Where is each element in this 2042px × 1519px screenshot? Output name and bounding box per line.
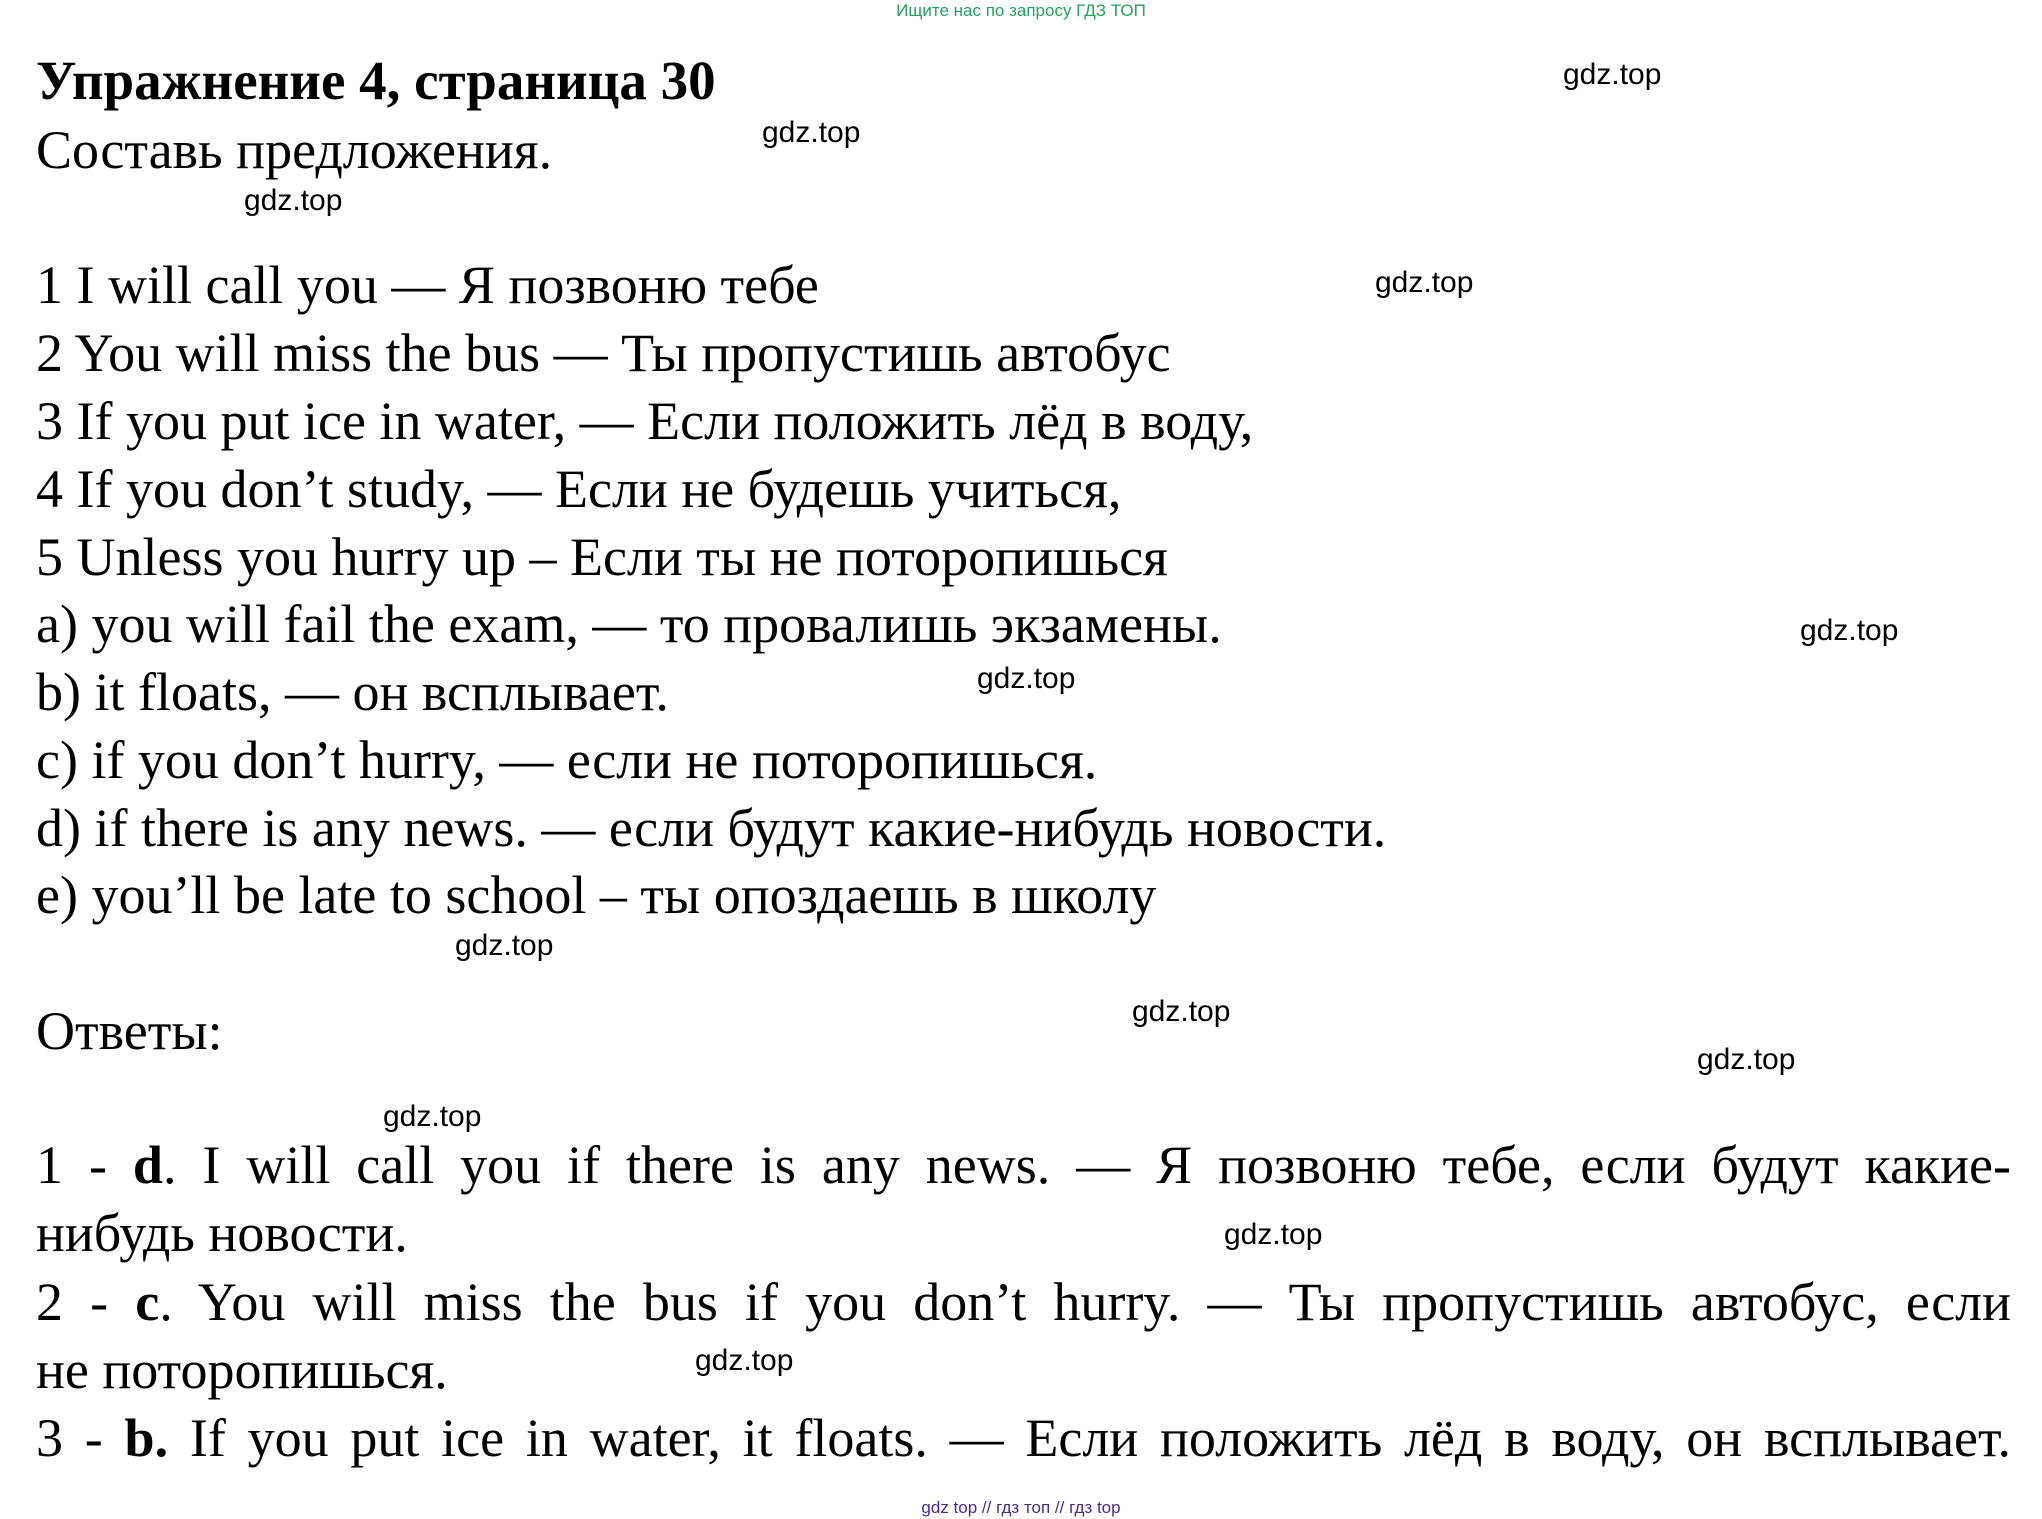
bottom-banner: gdz top // гдз топ // гдз top	[921, 1498, 1121, 1517]
sentence-item: 4 If you don’t study, — Если не будешь учиться,	[36, 459, 1122, 519]
answer-text: . You will miss the bus if you don’t hurry. — Ты пропустишь автобус, если	[159, 1272, 2012, 1332]
sentence-item: a) you will fail the exam, — то провалишь экзамены.	[36, 594, 1222, 654]
sentence-item: d) if there is any news. — если будут какие-нибудь новости.	[36, 798, 1387, 858]
answer-letter: d	[132, 1135, 163, 1195]
sentence-item: 5 Unless you hurry up – Если ты не поторопишься	[36, 527, 1168, 587]
answers-heading: Ответы:	[36, 1001, 223, 1061]
watermark: gdz.top	[455, 929, 554, 962]
watermark: gdz.top	[695, 1344, 794, 1377]
sentence-item: b) it floats, — он всплывает.	[36, 662, 669, 722]
answer-letter: c	[135, 1272, 160, 1332]
watermark: gdz.top	[1800, 614, 1899, 647]
page-title: Упражнение 4, страница 30	[36, 50, 716, 111]
answer-prefix: 2 -	[36, 1272, 136, 1332]
answer-2-line-2: не поторопишься.	[36, 1340, 448, 1400]
instruction-text: Составь предложения.	[36, 120, 553, 180]
watermark: gdz.top	[244, 184, 343, 217]
sentence-item: 1 I will call you — Я позвоню тебе	[36, 255, 819, 315]
sentence-item: 3 If you put ice in water, — Если положить лёд в воду,	[36, 391, 1254, 451]
answer-prefix: 1 -	[36, 1135, 133, 1195]
watermark: gdz.top	[762, 116, 861, 149]
watermark: gdz.top	[383, 1100, 482, 1133]
answer-1-line-1	[36, 1131, 2011, 1199]
top-banner: Ищите нас по запросу ГДЗ ТОП	[896, 1, 1146, 20]
answer-3-line-1	[36, 1404, 2011, 1472]
watermark: gdz.top	[1563, 58, 1662, 91]
sentence-item: 2 You will miss the bus — Ты пропустишь автобус	[36, 323, 1171, 383]
sentence-item: e) you’ll be late to school – ты опоздаешь в школу	[36, 865, 1157, 925]
watermark: gdz.top	[1697, 1043, 1796, 1076]
answer-letter: b.	[124, 1408, 169, 1468]
sentence-item: c) if you don’t hurry, — если не поторопишься.	[36, 730, 1098, 790]
answer-prefix: 3 -	[36, 1408, 125, 1468]
watermark: gdz.top	[1132, 995, 1231, 1028]
answer-text: If you put ice in water, it floats. — Если положить лёд в воду, он всплывает.	[168, 1408, 2012, 1468]
answer-2-line-1	[36, 1268, 2011, 1336]
answer-1-line-2: нибудь новости.	[36, 1203, 408, 1263]
watermark: gdz.top	[1224, 1218, 1323, 1251]
answer-text: . I will call you if there is any news. — Я позвоню тебе, если будут какие-	[162, 1135, 2012, 1195]
watermark: gdz.top	[1375, 266, 1474, 299]
watermark: gdz.top	[977, 662, 1076, 695]
